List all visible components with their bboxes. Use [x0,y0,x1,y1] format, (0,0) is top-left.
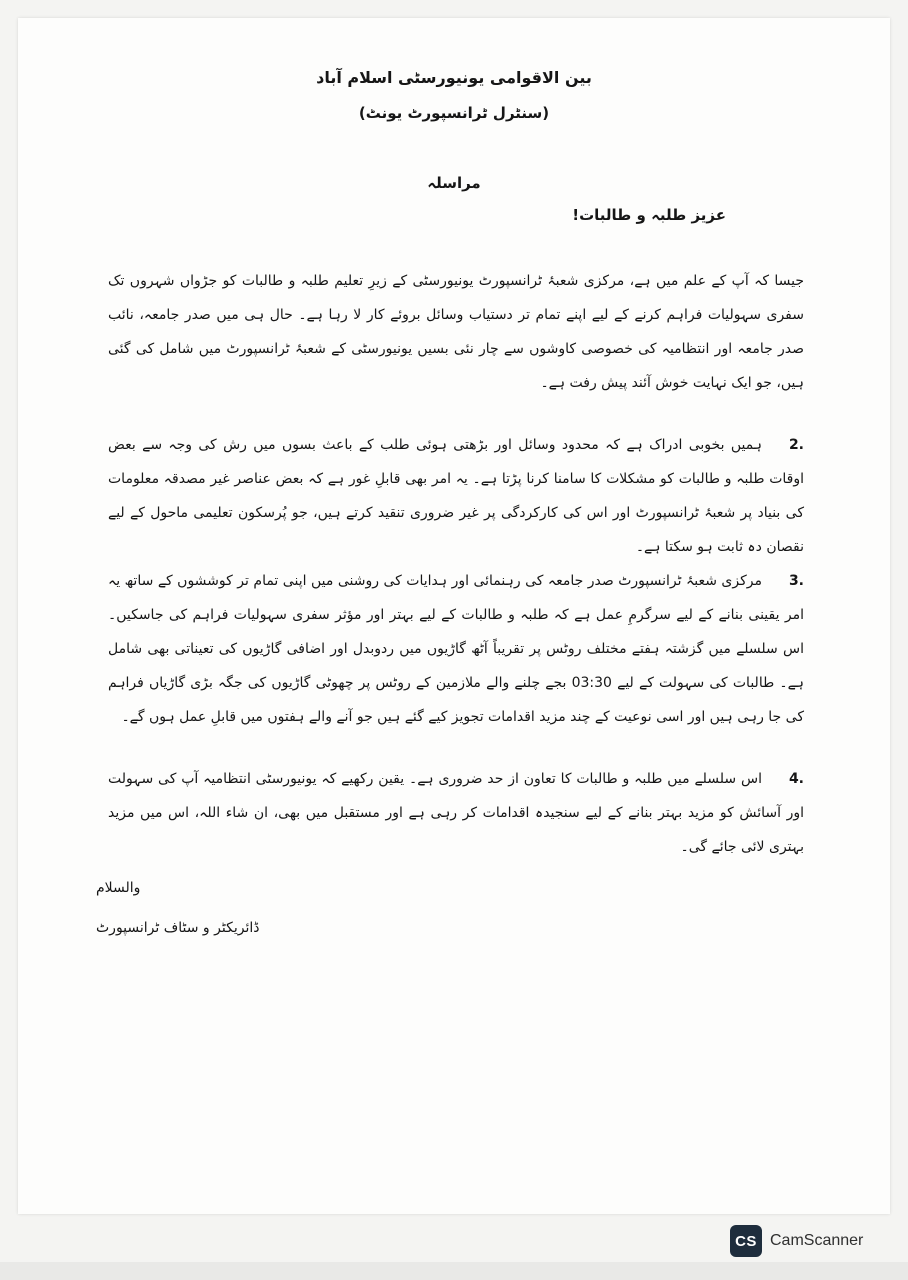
paragraph-number: 2. [788,437,804,453]
paragraph-1 [108,264,804,400]
page-bottom-edge [0,1262,908,1280]
camscanner-label: CamScanner [770,1232,864,1249]
paragraph-3 [108,564,804,734]
paragraph-2 [108,428,804,564]
salutation: عزیز طلبہ و طالبات! [572,206,726,224]
closing-greeting: والسلام [96,880,141,896]
university-heading: بین الاقوامی یونیورسٹی اسلام آباد [316,68,592,87]
paragraph-text: جیسا کہ آپ کے علم میں ہے، مرکزی شعبۂ ٹرانسپورٹ یونیورسٹی کے زیرِ تعلیم طلبہ و طالبات کو جڑواں شہروں تک سفری سہولیات فراہم کرنے کے لیے اپنے تمام تر دستیاب وسائل بروئے کار لا رہا ہے۔ حال ہی میں صدر جامعہ، نائب صدر جامعہ اور انتظامیہ کی خصوصی کاوشوں سے چار نئی بسیں یونیورسٹی کے شعبۂ ٹرانسپورٹ میں شامل کی گئی ہیں، جو ایک نہایت خوش آئند پیش رفت ہے۔ [108,273,804,391]
paragraph-text: مرکزی شعبۂ ٹرانسپورٹ صدر جامعہ کی رہنمائی اور ہدایات کی روشنی میں اپنی تمام تر کوششوں کے ساتھ یہ امر یقینی بنانے کے لیے سرگرمِ عمل ہے کہ طلبہ و طالبات کے لیے بہتر اور مؤثر سفری سہولیات فراہم کی جاسکیں۔ اس سلسلے میں گزشتہ ہفتے مختلف روٹس پر تقریباً آٹھ گاڑیوں میں ردوبدل اور اضافی گاڑیوں کی تعیناتی بھی شامل ہے۔ طالبات کی سہولت کے لیے 03:30 بجے چلنے والے ملازمین کے روٹس پر چھوٹی گاڑیوں کی جگہ بڑی گاڑیاں فراہم کی جا رہی ہیں اور اسی نوعیت کے چند مزید اقدامات تجویز کیے گئے ہیں جو آنے والے ہفتوں میں قابلِ عمل ہوں گے۔ [108,573,805,725]
paragraph-number: 3. [788,573,804,589]
camscanner-watermark [730,1224,880,1258]
paragraph-number: 4. [788,771,804,787]
paragraph-text: اس سلسلے میں طلبہ و طالبات کا تعاون از حد ضروری ہے۔ یقین رکھیے کہ یونیورسٹی انتظامیہ آپ کی سہولت اور آسائش کو مزید بہتر بنانے کے لیے سنجیدہ اقدامات کر رہی ہے اور مستقبل میں بھی، ان شاء اللہ، اس میں مزید بہتری لائی جائے گی۔ [108,771,804,855]
paragraph-text: ہمیں بخوبی ادراک ہے کہ محدود وسائل اور بڑھتی ہوئی طلب کے باعث بسوں میں رش کی وجہ سے بعض اوقات طلبہ و طالبات کو مشکلات کا سامنا کرنا پڑتا ہے۔ یہ امر بھی قابلِ غور ہے کہ بعض عناصر غیر مصدقہ معلومات کی بنیاد پر شعبۂ ٹرانسپورٹ اور اس کی کارکردگی پر غیر ضروری تنقید کرتے ہیں، جو پُرسکون تعلیمی ماحول کے لیے نقصان دہ ثابت ہو سکتا ہے۔ [108,437,804,555]
signatory: ڈائریکٹر و سٹاف ٹرانسپورٹ [96,920,260,936]
paragraph-4 [108,762,804,855]
unit-heading: (سنٹرل ٹرانسپورٹ یونٹ) [358,104,550,122]
camscanner-logo-icon: CS [730,1225,762,1257]
letter-subject: مراسلہ [427,174,481,192]
